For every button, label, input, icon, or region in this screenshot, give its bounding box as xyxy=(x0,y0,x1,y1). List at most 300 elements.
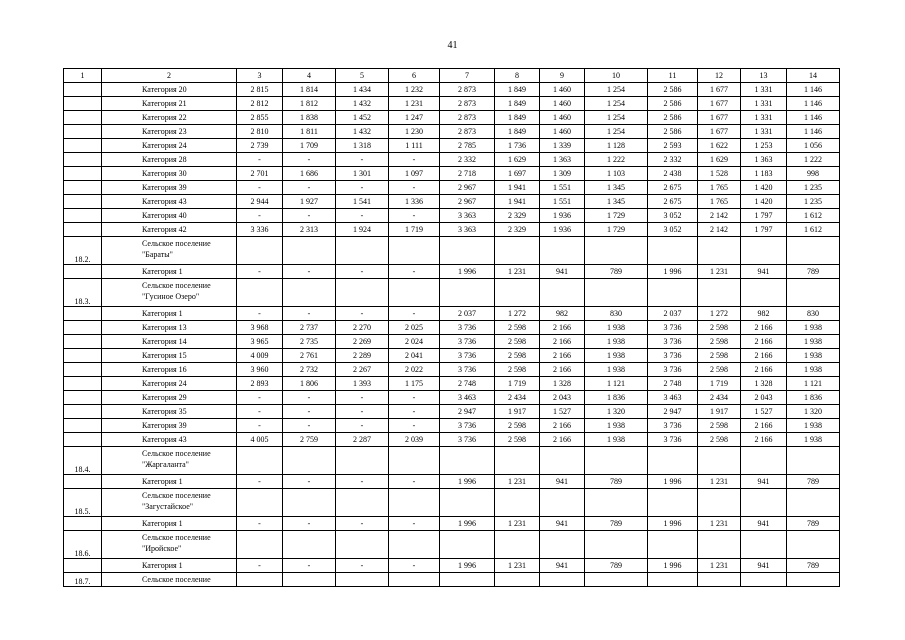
category-cell: Категория 16 xyxy=(102,363,237,377)
row-number-cell xyxy=(64,125,102,139)
row-number-cell xyxy=(64,153,102,167)
value-cell: 1 719 xyxy=(495,377,540,391)
value-cell xyxy=(283,279,336,307)
value-cell xyxy=(540,447,585,475)
value-cell: 789 xyxy=(787,265,840,279)
value-cell: - xyxy=(283,475,336,489)
value-cell: 1 420 xyxy=(741,181,787,195)
value-cell: 1 677 xyxy=(698,83,741,97)
value-cell: 1 231 xyxy=(495,559,540,573)
value-cell: 2 598 xyxy=(495,363,540,377)
value-cell: - xyxy=(336,391,389,405)
value-cell: 1 917 xyxy=(698,405,741,419)
value-cell: 3 736 xyxy=(440,321,495,335)
value-cell xyxy=(787,237,840,265)
value-cell xyxy=(389,531,440,559)
value-cell: 2 166 xyxy=(540,433,585,447)
category-cell: Категория 22 xyxy=(102,111,237,125)
value-cell: 2 598 xyxy=(698,349,741,363)
value-cell: 1 121 xyxy=(585,377,648,391)
category-cell: Категория 14 xyxy=(102,335,237,349)
value-cell: 1 432 xyxy=(336,97,389,111)
value-cell: 2 598 xyxy=(698,335,741,349)
value-cell: 1 622 xyxy=(698,139,741,153)
value-cell: 2 873 xyxy=(440,111,495,125)
value-cell xyxy=(540,531,585,559)
value-cell: 2 748 xyxy=(440,377,495,391)
value-cell: 1 938 xyxy=(787,363,840,377)
value-cell: - xyxy=(389,419,440,433)
row-number-cell xyxy=(64,195,102,209)
value-cell: 3 736 xyxy=(440,419,495,433)
value-cell: 3 736 xyxy=(648,363,698,377)
value-cell xyxy=(389,489,440,517)
value-cell xyxy=(495,531,540,559)
value-cell: 2 269 xyxy=(336,335,389,349)
value-cell: 2 037 xyxy=(440,307,495,321)
value-cell: 2 166 xyxy=(741,363,787,377)
value-cell: 2 785 xyxy=(440,139,495,153)
value-cell: 1 331 xyxy=(741,125,787,139)
value-cell: 1 183 xyxy=(741,167,787,181)
value-cell: 1 629 xyxy=(698,153,741,167)
value-cell: 830 xyxy=(585,307,648,321)
value-cell: 3 363 xyxy=(440,223,495,237)
value-cell: 1 345 xyxy=(585,195,648,209)
value-cell xyxy=(440,531,495,559)
value-cell: 1 924 xyxy=(336,223,389,237)
value-cell: 2 270 xyxy=(336,321,389,335)
table-row xyxy=(64,419,840,433)
value-cell: 1 056 xyxy=(787,139,840,153)
value-cell: 2 810 xyxy=(237,125,283,139)
value-cell: 1 254 xyxy=(585,83,648,97)
value-cell xyxy=(440,489,495,517)
value-cell xyxy=(648,237,698,265)
value-cell xyxy=(283,531,336,559)
value-cell: 1 938 xyxy=(585,433,648,447)
row-number-cell xyxy=(64,405,102,419)
value-cell: 2 434 xyxy=(495,391,540,405)
value-cell: 1 941 xyxy=(495,181,540,195)
value-cell: 1 432 xyxy=(336,125,389,139)
value-cell xyxy=(585,531,648,559)
value-cell: 941 xyxy=(540,559,585,573)
value-cell: 1 231 xyxy=(389,97,440,111)
value-cell: 1 231 xyxy=(698,265,741,279)
settlement-name-cell: Сельское поселение "Гусиное Озеро" xyxy=(102,279,237,307)
value-cell xyxy=(336,489,389,517)
row-number-cell xyxy=(64,97,102,111)
value-cell: 2 166 xyxy=(741,321,787,335)
table-row xyxy=(64,223,840,237)
value-cell: 1 320 xyxy=(585,405,648,419)
value-cell xyxy=(585,279,648,307)
tariff-table xyxy=(63,68,840,587)
value-cell: - xyxy=(237,265,283,279)
value-cell: 1 230 xyxy=(389,125,440,139)
value-cell: 1 849 xyxy=(495,111,540,125)
table-row xyxy=(64,335,840,349)
row-number-cell xyxy=(64,475,102,489)
value-cell: 998 xyxy=(787,167,840,181)
value-cell: - xyxy=(336,517,389,531)
column-header: 10 xyxy=(585,69,648,83)
category-cell: Категория 35 xyxy=(102,405,237,419)
value-cell: 2 166 xyxy=(540,335,585,349)
value-cell: 2 737 xyxy=(283,321,336,335)
category-cell: Категория 30 xyxy=(102,167,237,181)
value-cell xyxy=(495,447,540,475)
value-cell: 2 329 xyxy=(495,209,540,223)
value-cell xyxy=(741,447,787,475)
category-cell: Категория 1 xyxy=(102,475,237,489)
value-cell: 1 811 xyxy=(283,125,336,139)
value-cell: 2 873 xyxy=(440,97,495,111)
value-cell: 2 166 xyxy=(741,349,787,363)
value-cell: 2 142 xyxy=(698,209,741,223)
value-cell: 2 675 xyxy=(648,181,698,195)
table-row xyxy=(64,573,840,587)
value-cell: 3 736 xyxy=(648,433,698,447)
value-cell xyxy=(648,279,698,307)
value-cell: 789 xyxy=(787,475,840,489)
column-header: 12 xyxy=(698,69,741,83)
table-header-row xyxy=(64,69,840,83)
category-cell: Сельское поселение xyxy=(102,573,237,587)
value-cell: 1 709 xyxy=(283,139,336,153)
value-cell: 1 231 xyxy=(698,559,741,573)
column-header: 2 xyxy=(102,69,237,83)
value-cell: 2 166 xyxy=(741,335,787,349)
value-cell xyxy=(336,531,389,559)
settlement-row xyxy=(64,237,840,265)
value-cell: 1 103 xyxy=(585,167,648,181)
value-cell: 941 xyxy=(540,265,585,279)
value-cell: 1 729 xyxy=(585,209,648,223)
value-cell: 1 527 xyxy=(741,405,787,419)
category-cell: Категория 43 xyxy=(102,433,237,447)
row-number-cell xyxy=(64,83,102,97)
value-cell: 1 996 xyxy=(648,475,698,489)
value-cell: 1 320 xyxy=(787,405,840,419)
value-cell: - xyxy=(237,153,283,167)
value-cell: 2 142 xyxy=(698,223,741,237)
value-cell: 789 xyxy=(585,517,648,531)
category-cell: Категория 39 xyxy=(102,181,237,195)
value-cell: 2 022 xyxy=(389,363,440,377)
value-cell xyxy=(648,531,698,559)
value-cell: 3 363 xyxy=(440,209,495,223)
row-number-cell xyxy=(64,209,102,223)
table-row xyxy=(64,139,840,153)
value-cell: 2 039 xyxy=(389,433,440,447)
value-cell: 1 393 xyxy=(336,377,389,391)
value-cell: 2 761 xyxy=(283,349,336,363)
table-row xyxy=(64,97,840,111)
value-cell xyxy=(540,573,585,587)
value-cell: 1 460 xyxy=(540,83,585,97)
value-cell: 3 052 xyxy=(648,209,698,223)
row-number-cell: 18.5. xyxy=(64,489,102,517)
value-cell: 2 967 xyxy=(440,195,495,209)
value-cell: 1 318 xyxy=(336,139,389,153)
value-cell: 2 037 xyxy=(648,307,698,321)
value-cell: 2 675 xyxy=(648,195,698,209)
row-number-cell xyxy=(64,433,102,447)
category-cell: Категория 20 xyxy=(102,83,237,97)
table-row xyxy=(64,349,840,363)
value-cell: 2 043 xyxy=(741,391,787,405)
value-cell: 1 729 xyxy=(585,223,648,237)
value-cell: 2 166 xyxy=(540,419,585,433)
value-cell: 1 938 xyxy=(585,419,648,433)
value-cell: 1 175 xyxy=(389,377,440,391)
category-cell: Категория 1 xyxy=(102,307,237,321)
value-cell: 982 xyxy=(540,307,585,321)
table-row xyxy=(64,111,840,125)
value-cell: 1 328 xyxy=(741,377,787,391)
value-cell xyxy=(787,447,840,475)
value-cell: - xyxy=(389,405,440,419)
value-cell: 3 736 xyxy=(440,363,495,377)
column-header: 3 xyxy=(237,69,283,83)
value-cell: 2 313 xyxy=(283,223,336,237)
table-row xyxy=(64,195,840,209)
row-number-cell xyxy=(64,307,102,321)
value-cell: - xyxy=(237,307,283,321)
value-cell: 3 336 xyxy=(237,223,283,237)
value-cell: 2 025 xyxy=(389,321,440,335)
value-cell: - xyxy=(283,307,336,321)
row-number-cell xyxy=(64,517,102,531)
value-cell xyxy=(495,573,540,587)
value-cell: 789 xyxy=(585,559,648,573)
value-cell: 1 232 xyxy=(389,83,440,97)
column-header: 7 xyxy=(440,69,495,83)
value-cell: 2 598 xyxy=(495,335,540,349)
value-cell: 2 166 xyxy=(540,349,585,363)
value-cell xyxy=(741,573,787,587)
value-cell: - xyxy=(389,517,440,531)
value-cell: 1 222 xyxy=(787,153,840,167)
value-cell: 1 235 xyxy=(787,195,840,209)
value-cell: 3 736 xyxy=(440,349,495,363)
value-cell xyxy=(741,489,787,517)
value-cell xyxy=(283,573,336,587)
value-cell: 1 128 xyxy=(585,139,648,153)
value-cell: 1 452 xyxy=(336,111,389,125)
value-cell: 3 736 xyxy=(648,419,698,433)
value-cell: 1 336 xyxy=(389,195,440,209)
value-cell xyxy=(787,531,840,559)
value-cell: 1 309 xyxy=(540,167,585,181)
value-cell xyxy=(389,573,440,587)
value-cell xyxy=(648,489,698,517)
column-header: 14 xyxy=(787,69,840,83)
value-cell: 3 463 xyxy=(648,391,698,405)
value-cell xyxy=(698,489,741,517)
table-row xyxy=(64,167,840,181)
value-cell: - xyxy=(283,265,336,279)
table-row xyxy=(64,433,840,447)
value-cell: 789 xyxy=(787,517,840,531)
table-row xyxy=(64,363,840,377)
value-cell: 2 598 xyxy=(698,419,741,433)
settlement-name-cell: Сельское поселение "Иройское" xyxy=(102,531,237,559)
value-cell: 1 222 xyxy=(585,153,648,167)
value-cell: 1 938 xyxy=(585,321,648,335)
value-cell: 2 598 xyxy=(495,419,540,433)
value-cell: 2 593 xyxy=(648,139,698,153)
value-cell xyxy=(495,237,540,265)
category-cell: Категория 43 xyxy=(102,195,237,209)
value-cell: 1 938 xyxy=(787,419,840,433)
value-cell: 830 xyxy=(787,307,840,321)
value-cell xyxy=(585,447,648,475)
value-cell xyxy=(283,489,336,517)
value-cell: - xyxy=(389,475,440,489)
value-cell: - xyxy=(336,419,389,433)
value-cell: - xyxy=(389,391,440,405)
value-cell xyxy=(389,279,440,307)
column-header: 9 xyxy=(540,69,585,83)
table-row xyxy=(64,181,840,195)
row-number-cell xyxy=(64,111,102,125)
value-cell: - xyxy=(336,475,389,489)
value-cell: 1 231 xyxy=(495,265,540,279)
table-row xyxy=(64,517,840,531)
value-cell: 1 677 xyxy=(698,125,741,139)
settlement-row xyxy=(64,531,840,559)
value-cell xyxy=(336,237,389,265)
value-cell xyxy=(283,237,336,265)
value-cell: 1 686 xyxy=(283,167,336,181)
value-cell: 1 231 xyxy=(698,517,741,531)
value-cell: 1 797 xyxy=(741,209,787,223)
value-cell: - xyxy=(237,405,283,419)
value-cell: 1 938 xyxy=(787,335,840,349)
value-cell: 1 849 xyxy=(495,97,540,111)
value-cell: - xyxy=(237,181,283,195)
value-cell: - xyxy=(336,559,389,573)
value-cell: 1 146 xyxy=(787,83,840,97)
value-cell: 1 331 xyxy=(741,83,787,97)
value-cell xyxy=(585,237,648,265)
table-row xyxy=(64,559,840,573)
value-cell xyxy=(495,489,540,517)
value-cell: 1 836 xyxy=(787,391,840,405)
table-row xyxy=(64,153,840,167)
value-cell xyxy=(698,447,741,475)
value-cell xyxy=(787,573,840,587)
value-cell xyxy=(585,489,648,517)
value-cell: 3 052 xyxy=(648,223,698,237)
value-cell xyxy=(237,447,283,475)
value-cell: 2 586 xyxy=(648,97,698,111)
row-number-cell xyxy=(64,349,102,363)
value-cell xyxy=(787,489,840,517)
value-cell xyxy=(237,489,283,517)
settlement-name-cell: Сельское поселение "Бараты" xyxy=(102,237,237,265)
category-cell: Категория 15 xyxy=(102,349,237,363)
table-row xyxy=(64,265,840,279)
value-cell: 2 598 xyxy=(495,321,540,335)
value-cell xyxy=(237,531,283,559)
value-cell: 1 363 xyxy=(540,153,585,167)
value-cell xyxy=(440,279,495,307)
row-number-cell xyxy=(64,559,102,573)
value-cell: 1 331 xyxy=(741,111,787,125)
value-cell: 2 759 xyxy=(283,433,336,447)
value-cell: 1 941 xyxy=(495,195,540,209)
page-number: 41 xyxy=(447,40,458,51)
value-cell: - xyxy=(389,559,440,573)
value-cell xyxy=(389,237,440,265)
table-row xyxy=(64,307,840,321)
value-cell: 2 287 xyxy=(336,433,389,447)
value-cell: 1 527 xyxy=(540,405,585,419)
value-cell xyxy=(648,573,698,587)
value-cell: 4 005 xyxy=(237,433,283,447)
row-number-cell xyxy=(64,363,102,377)
value-cell xyxy=(698,531,741,559)
value-cell: 1 121 xyxy=(787,377,840,391)
value-cell: 2 873 xyxy=(440,83,495,97)
value-cell: 1 812 xyxy=(283,97,336,111)
row-number-cell: 18.2. xyxy=(64,237,102,265)
value-cell: 941 xyxy=(741,559,787,573)
value-cell: 789 xyxy=(787,559,840,573)
category-cell: Категория 1 xyxy=(102,517,237,531)
table-row xyxy=(64,377,840,391)
value-cell: 1 719 xyxy=(389,223,440,237)
value-cell: 3 736 xyxy=(440,433,495,447)
value-cell: 1 936 xyxy=(540,223,585,237)
value-cell: 2 043 xyxy=(540,391,585,405)
value-cell: 2 329 xyxy=(495,223,540,237)
value-cell: 3 736 xyxy=(648,349,698,363)
value-cell: 789 xyxy=(585,265,648,279)
value-cell: 1 719 xyxy=(698,377,741,391)
value-cell: - xyxy=(237,475,283,489)
value-cell: 1 936 xyxy=(540,209,585,223)
value-cell xyxy=(336,447,389,475)
value-cell: 1 736 xyxy=(495,139,540,153)
value-cell: 1 528 xyxy=(698,167,741,181)
settlement-row xyxy=(64,279,840,307)
value-cell: 3 960 xyxy=(237,363,283,377)
value-cell: 982 xyxy=(741,307,787,321)
value-cell: 1 996 xyxy=(440,265,495,279)
value-cell xyxy=(741,279,787,307)
table-row xyxy=(64,475,840,489)
row-number-cell: 18.7. xyxy=(64,573,102,587)
column-header: 5 xyxy=(336,69,389,83)
value-cell: 3 736 xyxy=(440,335,495,349)
value-cell: 1 097 xyxy=(389,167,440,181)
value-cell: 2 947 xyxy=(648,405,698,419)
column-header: 13 xyxy=(741,69,787,83)
value-cell xyxy=(495,279,540,307)
value-cell: 2 586 xyxy=(648,83,698,97)
value-cell: 1 363 xyxy=(741,153,787,167)
value-cell: 1 420 xyxy=(741,195,787,209)
value-cell: 1 996 xyxy=(648,559,698,573)
value-cell: 1 836 xyxy=(585,391,648,405)
value-cell: 1 849 xyxy=(495,83,540,97)
value-cell: 1 938 xyxy=(787,321,840,335)
